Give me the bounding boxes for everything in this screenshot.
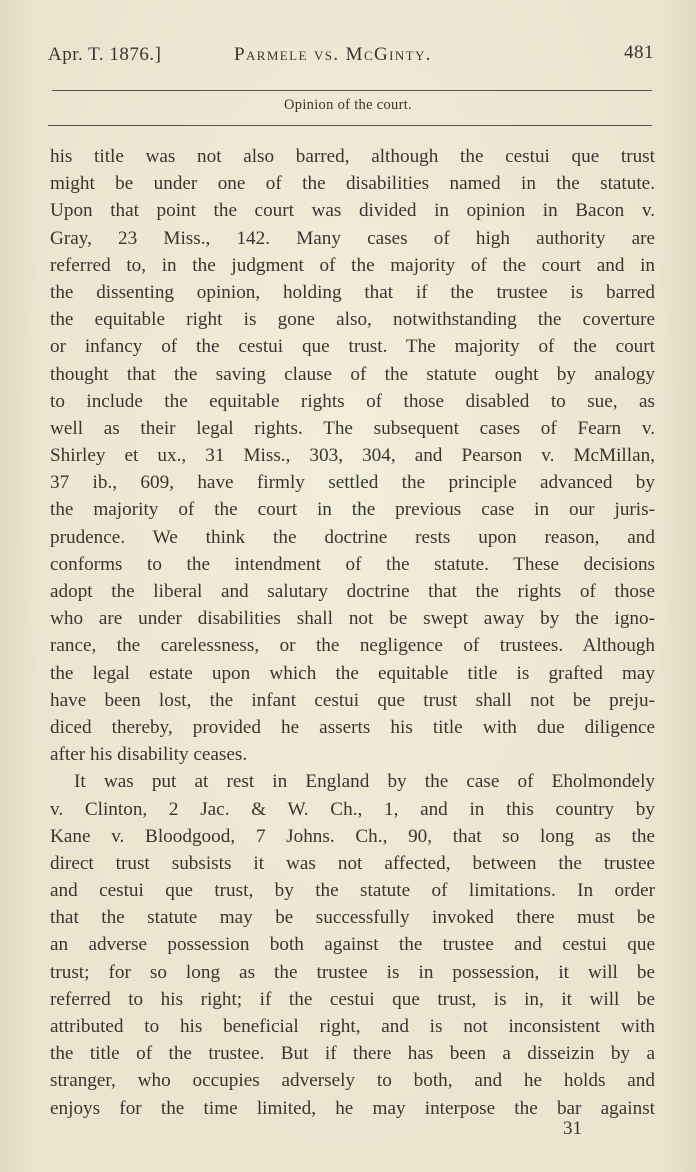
text-line: stranger, who occupies adversely to both, and he holds and	[50, 1070, 655, 1092]
text-line: who are under disabilities shall not be swept away by the igno-	[50, 608, 655, 630]
text-line: trust; for so long as the trustee is in possession, it will be	[50, 961, 655, 983]
running-head	[48, 42, 658, 70]
text-line: Shirley et ux., 31 Miss., 303, 304, and Pearson v. McMillan,	[50, 445, 655, 467]
text-line: an adverse possession both against the trustee and cestui que	[50, 934, 655, 956]
text-line: referred to his right; if the cestui que trust, is in, it will be	[50, 988, 655, 1010]
text-line: have been lost, the infant cestui que trust shall not be preju-	[50, 689, 655, 711]
text-line: enjoys for the time limited, he may interpose the bar against	[50, 1097, 655, 1119]
text-line: conforms to the intendment of the statute. These decisions	[50, 553, 655, 575]
text-line: referred to, in the judgment of the majority of the court and in	[50, 254, 655, 276]
text-line: the legal estate upon which the equitable title is grafted may	[50, 662, 655, 684]
term-date: Apr. T. 1876.]	[48, 44, 162, 65]
text-line: Kane v. Bloodgood, 7 Johns. Ch., 90, that so long as the	[50, 825, 655, 847]
text-line: It was put at rest in England by the case of Eholmondely	[74, 771, 655, 793]
case-title: Parmele vs. McGinty.	[234, 44, 432, 65]
text-line: Upon that point the court was divided in opinion in Bacon v.	[50, 200, 655, 222]
text-line: v. Clinton, 2 Jac. & W. Ch., 1, and in this country by	[50, 798, 655, 820]
header-rule-bottom	[48, 125, 652, 126]
text-line: to include the equitable rights of those disabled to sue, as	[50, 390, 655, 412]
text-line: direct trust subsists it was not affected, between the trustee	[50, 852, 655, 874]
text-line: that the statute may be successfully invoked there must be	[50, 907, 655, 929]
signature-mark: 31	[563, 1118, 582, 1139]
text-line: or infancy of the cestui que trust. The majority of the court	[50, 336, 655, 358]
text-line: well as their legal rights. The subsequent cases of Fearn v.	[50, 417, 655, 439]
text-line: thought that the saving clause of the statute ought by analogy	[50, 363, 655, 385]
text-line: attributed to his beneficial right, and is not inconsistent with	[50, 1016, 655, 1037]
opinion-text	[50, 143, 655, 1122]
text-line: prudence. We think the doctrine rests upon reason, and	[50, 526, 655, 548]
text-line: and cestui que trust, by the statute of limitations. In order	[50, 880, 655, 902]
text-line: Gray, 23 Miss., 142. Many cases of high authority are	[50, 227, 655, 249]
text-line: the equitable right is gone also, notwithstanding the coverture	[50, 309, 655, 331]
header-rule-top	[52, 90, 652, 91]
text-line: diced thereby, provided he asserts his title with due diligence	[50, 716, 655, 738]
text-line: adopt the liberal and salutary doctrine that the rights of those	[50, 581, 655, 602]
text-line: the dissenting opinion, holding that if the trustee is barred	[50, 281, 655, 303]
text-line: his title was not also barred, although the cestui que trust	[50, 146, 655, 167]
text-line: might be under one of the disabilities named in the statute.	[50, 173, 655, 195]
text-line: the majority of the court in the previous case in our juris-	[50, 499, 655, 521]
text-line: 37 ib., 609, have firmly settled the principle advanced by	[50, 472, 655, 494]
text-line: rance, the carelessness, or the negligence of trustees. Although	[50, 635, 655, 657]
text-line: after his disability ceases.	[50, 744, 248, 766]
section-caption: Opinion of the court.	[284, 97, 412, 113]
page-number: 481	[624, 42, 654, 63]
text-line: the title of the trustee. But if there has been a disseizin by a	[50, 1043, 655, 1065]
